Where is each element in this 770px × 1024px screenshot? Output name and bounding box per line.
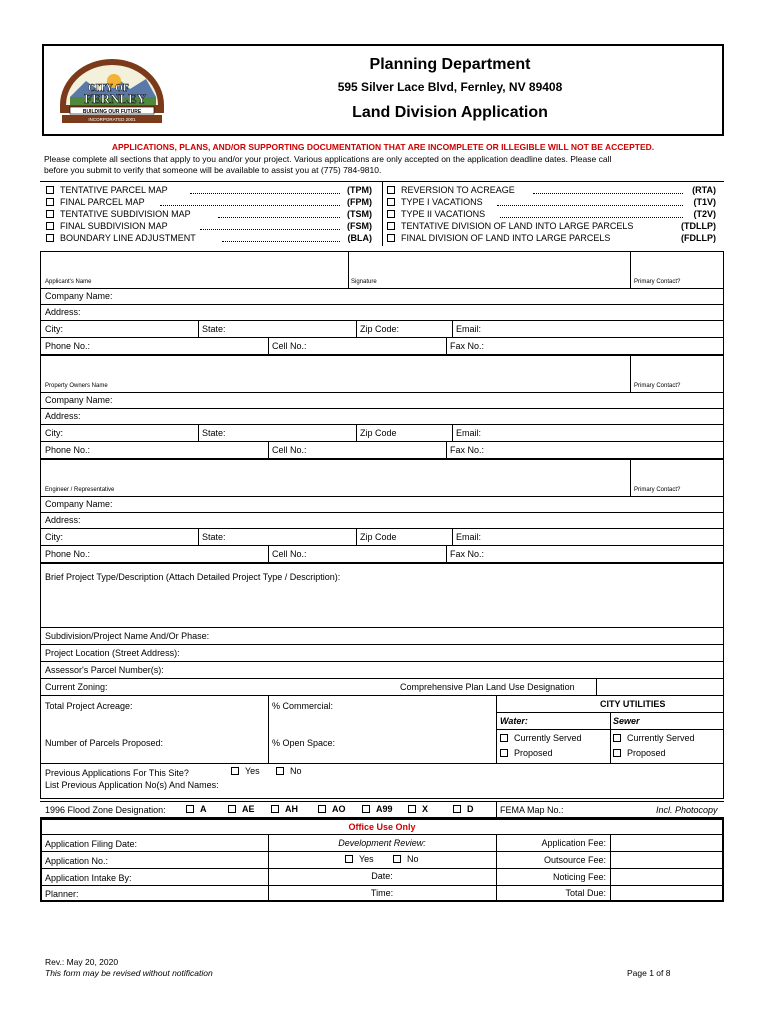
right-type-checkbox[interactable] xyxy=(387,234,395,242)
flood-zone-label: A99 xyxy=(376,804,393,814)
applicant-company-field[interactable]: Company Name: xyxy=(45,291,113,301)
engineer-company-field[interactable]: Company Name: xyxy=(45,499,113,509)
sewer-served-checkbox[interactable] xyxy=(613,734,621,742)
dev-review-no[interactable] xyxy=(393,854,419,864)
owner-state-field[interactable]: State: xyxy=(202,428,226,438)
left-type-4[interactable] xyxy=(46,233,196,243)
city-utilities-heading: CITY UTILITIES xyxy=(600,699,666,709)
applicant-signature-field[interactable]: Signature xyxy=(351,279,377,285)
flood-zone-label: AE xyxy=(242,804,255,814)
department-address: 595 Silver Lace Blvd, Fernley, NV 89408 xyxy=(337,80,563,94)
left-type-label: TENTATIVE PARCEL MAP xyxy=(60,185,168,195)
applicant-cell-field[interactable]: Cell No.: xyxy=(272,341,307,351)
applicant-primary-contact[interactable]: Primary Contact? xyxy=(634,279,681,285)
owner-city-field[interactable]: City: xyxy=(45,428,63,438)
project-description-field[interactable]: Brief Project Type/Description (Attach Detailed Project Type / Description): xyxy=(45,572,341,582)
page-number: Page 1 of 8 xyxy=(627,968,671,978)
engineer-phone-field[interactable]: Phone No.: xyxy=(45,549,91,559)
left-type-checkbox[interactable] xyxy=(46,210,54,218)
previous-list-field[interactable]: List Previous Application No(s) And Names: xyxy=(45,780,219,790)
include-photocopy: Incl. Photocopy xyxy=(656,805,718,815)
dotted-leader xyxy=(222,241,340,242)
city-logo xyxy=(56,51,168,127)
fema-map-field[interactable]: FEMA Map No.: xyxy=(500,805,564,815)
dotted-leader xyxy=(200,229,340,230)
instructions-line2: before you submit to verify that someone will be available to assist you at (775) 784-9810. xyxy=(44,165,382,175)
left-type-code: (TSM) xyxy=(347,209,372,219)
right-type-code: (T2V) xyxy=(693,209,716,219)
right-type-label: TYPE II VACATIONS xyxy=(401,209,486,219)
left-type-label: BOUNDARY LINE ADJUSTMENT xyxy=(60,233,196,243)
previous-yes-label: Yes xyxy=(245,766,260,776)
right-type-label: TENTATIVE DIVISION OF LAND INTO LARGE PARCELS xyxy=(401,221,634,231)
logo-line2: FERNLEY xyxy=(84,91,147,106)
water-proposed[interactable] xyxy=(500,748,553,758)
engineer-city-field[interactable]: City: xyxy=(45,532,63,542)
engineer-section xyxy=(40,459,724,563)
dotted-leader xyxy=(160,205,340,206)
right-type-code: (TDLLP) xyxy=(681,221,716,231)
parcels-proposed-field[interactable]: Number of Parcels Proposed: xyxy=(45,738,164,748)
right-type-label: REVERSION TO ACREAGE xyxy=(401,185,515,195)
flood-zone-label: 1996 Flood Zone Designation: xyxy=(45,805,166,815)
owner-company-field[interactable]: Company Name: xyxy=(45,395,113,405)
left-type-label: FINAL SUBDIVISION MAP xyxy=(60,221,168,231)
dev-review-no-checkbox[interactable] xyxy=(393,855,401,863)
incomplete-warning: APPLICATIONS, PLANS, AND/OR SUPPORTING DOCUMENTATION THAT ARE INCOMPLETE OR ILLEGIBLE WILL NOT BE ACCEPTED. xyxy=(111,142,655,152)
right-type-0[interactable] xyxy=(387,185,515,195)
flood-zone-checkbox[interactable] xyxy=(408,805,416,813)
flood-zone-label: D xyxy=(467,804,474,814)
applicant-email-field[interactable]: Email: xyxy=(456,324,482,334)
left-type-checkbox[interactable] xyxy=(46,222,54,230)
commercial-percent-field[interactable]: % Commercial: xyxy=(272,701,334,711)
applicant-address-field[interactable]: Address: xyxy=(45,307,81,317)
sewer-heading: Sewer xyxy=(613,716,640,726)
flood-zone-checkbox[interactable] xyxy=(228,805,236,813)
right-type-2[interactable] xyxy=(387,209,485,219)
flood-zone-label: A xyxy=(200,804,207,814)
water-served-checkbox[interactable] xyxy=(500,734,508,742)
engineer-state-field[interactable]: State: xyxy=(202,532,226,542)
logo-motto: BUILDING OUR FUTURE xyxy=(82,109,142,115)
left-type-code: (BLA) xyxy=(347,233,372,243)
flood-zone-checkbox[interactable] xyxy=(362,805,370,813)
flood-zone-option[interactable] xyxy=(453,804,474,814)
project-location-field[interactable]: Project Location (Street Address): xyxy=(45,648,180,658)
water-proposed-label: Proposed xyxy=(514,748,553,758)
instructions-line1: Please complete all sections that apply to you and/or your project. Various applications are only accepted on the application deadline dates. Please call xyxy=(44,154,612,164)
previous-no[interactable] xyxy=(276,766,302,776)
planner-field[interactable]: Planner: xyxy=(45,889,79,899)
left-type-label: FINAL PARCEL MAP xyxy=(60,197,145,207)
owner-name-field[interactable]: Property Owners Name xyxy=(45,383,108,389)
owner-cell-field[interactable]: Cell No.: xyxy=(272,445,307,455)
noticing-fee-field[interactable]: Noticing Fee: xyxy=(552,872,606,882)
department-title: Planning Department xyxy=(369,56,531,73)
logo-incorporated: INCORPORATED 2001 xyxy=(88,117,136,122)
development-review-label: Development Review: xyxy=(338,838,426,848)
dev-review-yes[interactable] xyxy=(345,854,374,864)
applicant-section xyxy=(40,251,724,355)
outsource-fee-field[interactable]: Outsource Fee: xyxy=(543,855,606,865)
flood-zone-option[interactable] xyxy=(362,804,393,814)
total-due-field[interactable]: Total Due: xyxy=(565,888,606,898)
flood-zone-option[interactable] xyxy=(408,804,428,814)
right-type-checkbox[interactable] xyxy=(387,222,395,230)
water-served-label: Currently Served xyxy=(514,733,582,743)
owner-section xyxy=(40,355,724,459)
right-type-code: (RTA) xyxy=(692,185,716,195)
dev-review-yes-label: Yes xyxy=(359,854,374,864)
previous-yes[interactable] xyxy=(231,766,260,776)
left-type-checkbox[interactable] xyxy=(46,198,54,206)
flood-zone-checkbox[interactable] xyxy=(186,805,194,813)
applicant-name-field[interactable]: Applicant's Name xyxy=(45,279,92,285)
subdivision-name-field[interactable]: Subdivision/Project Name And/Or Phase: xyxy=(45,631,210,641)
owner-fax-field[interactable]: Fax No.: xyxy=(450,445,485,455)
right-type-label: TYPE I VACATIONS xyxy=(401,197,483,207)
engineer-primary-contact[interactable]: Primary Contact? xyxy=(634,487,681,493)
open-space-field[interactable]: % Open Space: xyxy=(272,738,336,748)
parcel-number-field[interactable]: Assessor's Parcel Number(s): xyxy=(45,665,164,675)
dev-review-no-label: No xyxy=(407,854,419,864)
left-type-code: (FSM) xyxy=(347,221,372,231)
sewer-proposed[interactable] xyxy=(613,748,666,758)
left-type-3[interactable] xyxy=(46,221,168,231)
dev-review-yes-checkbox[interactable] xyxy=(345,855,353,863)
left-type-checkbox[interactable] xyxy=(46,234,54,242)
sewer-served-label: Currently Served xyxy=(627,733,695,743)
owner-address-field[interactable]: Address: xyxy=(45,411,81,421)
applicant-state-field[interactable]: State: xyxy=(202,324,226,334)
office-use-title: Office Use Only xyxy=(348,822,416,832)
previous-applications-question: Previous Applications For This Site? xyxy=(45,768,189,778)
flood-zone-label: AH xyxy=(285,804,298,814)
flood-zone-checkbox[interactable] xyxy=(453,805,461,813)
revision-date: Rev.: May 20, 2020 xyxy=(45,957,119,967)
left-type-code: (FPM) xyxy=(347,197,372,207)
dotted-leader xyxy=(500,217,683,218)
water-currently-served[interactable] xyxy=(500,733,582,743)
flood-zone-checkbox[interactable] xyxy=(271,805,279,813)
applicant-city-field[interactable]: City: xyxy=(45,324,63,334)
engineer-address-field[interactable]: Address: xyxy=(45,515,81,525)
dotted-leader xyxy=(218,217,340,218)
previous-no-label: No xyxy=(290,766,302,776)
right-type-code: (FDLLP) xyxy=(681,233,716,243)
engineer-zip-field[interactable]: Zip Code xyxy=(360,532,397,542)
sewer-proposed-label: Proposed xyxy=(627,748,666,758)
filing-date-field[interactable]: Application Filing Date: xyxy=(45,839,138,849)
owner-email-field[interactable]: Email: xyxy=(456,428,482,438)
flood-zone-option[interactable] xyxy=(271,804,298,814)
intake-by-field[interactable]: Application Intake By: xyxy=(45,873,132,883)
right-type-checkbox[interactable] xyxy=(387,198,395,206)
application-number-field[interactable]: Application No.: xyxy=(45,856,109,866)
review-date-field[interactable]: Date: xyxy=(371,871,393,881)
dotted-leader xyxy=(497,205,683,206)
right-type-4[interactable] xyxy=(387,233,610,243)
applicant-fax-field[interactable]: Fax No.: xyxy=(450,341,485,351)
applicant-phone-field[interactable]: Phone No.: xyxy=(45,341,91,351)
dotted-leader xyxy=(190,193,340,194)
right-type-checkbox[interactable] xyxy=(387,210,395,218)
applicant-zip-field[interactable]: Zip Code: xyxy=(360,324,400,334)
flood-zone-label: AO xyxy=(332,804,346,814)
current-zoning-field[interactable]: Current Zoning: xyxy=(45,682,108,692)
right-type-checkbox[interactable] xyxy=(387,186,395,194)
right-type-1[interactable] xyxy=(387,197,483,207)
flood-zone-option[interactable] xyxy=(318,804,346,814)
engineer-fax-field[interactable]: Fax No.: xyxy=(450,549,485,559)
owner-phone-field[interactable]: Phone No.: xyxy=(45,445,91,455)
dotted-leader xyxy=(533,193,683,194)
sewer-currently-served[interactable] xyxy=(613,733,695,743)
flood-zone-option[interactable] xyxy=(186,804,207,814)
logo-line1: CITY OF xyxy=(88,83,130,94)
revision-note: This form may be revised without notification xyxy=(45,968,213,978)
flood-zone-label: X xyxy=(422,804,429,814)
engineer-name-field[interactable]: Engineer / Representative xyxy=(45,487,115,493)
left-type-code: (TPM) xyxy=(347,185,372,195)
flood-zone-checkbox[interactable] xyxy=(318,805,326,813)
previous-yes-checkbox[interactable] xyxy=(231,767,239,775)
review-time-field[interactable]: Time: xyxy=(370,888,394,898)
sewer-proposed-checkbox[interactable] xyxy=(613,749,621,757)
owner-zip-field[interactable]: Zip Code xyxy=(360,428,397,438)
right-type-code: (T1V) xyxy=(693,197,716,207)
right-type-label: FINAL DIVISION OF LAND INTO LARGE PARCELS xyxy=(401,233,611,243)
water-proposed-checkbox[interactable] xyxy=(500,749,508,757)
comp-plan-field[interactable]: Comprehensive Plan Land Use Designation xyxy=(400,682,575,692)
left-type-0[interactable] xyxy=(46,185,168,195)
left-type-2[interactable] xyxy=(46,209,191,219)
left-type-checkbox[interactable] xyxy=(46,186,54,194)
form-title: Land Division Application xyxy=(352,104,548,121)
water-heading: Water: xyxy=(500,716,528,726)
application-fee-field[interactable]: Application Fee: xyxy=(541,838,606,848)
left-type-label: TENTATIVE SUBDIVISION MAP xyxy=(60,209,191,219)
engineer-email-field[interactable]: Email: xyxy=(456,532,482,542)
previous-no-checkbox[interactable] xyxy=(276,767,284,775)
left-type-1[interactable] xyxy=(46,197,145,207)
owner-primary-contact[interactable]: Primary Contact? xyxy=(634,383,681,389)
engineer-cell-field[interactable]: Cell No.: xyxy=(272,549,307,559)
instructions xyxy=(44,154,724,176)
flood-zone-option[interactable] xyxy=(228,804,255,814)
right-type-3[interactable] xyxy=(387,221,633,231)
total-acreage-field[interactable]: Total Project Acreage: xyxy=(45,701,133,711)
